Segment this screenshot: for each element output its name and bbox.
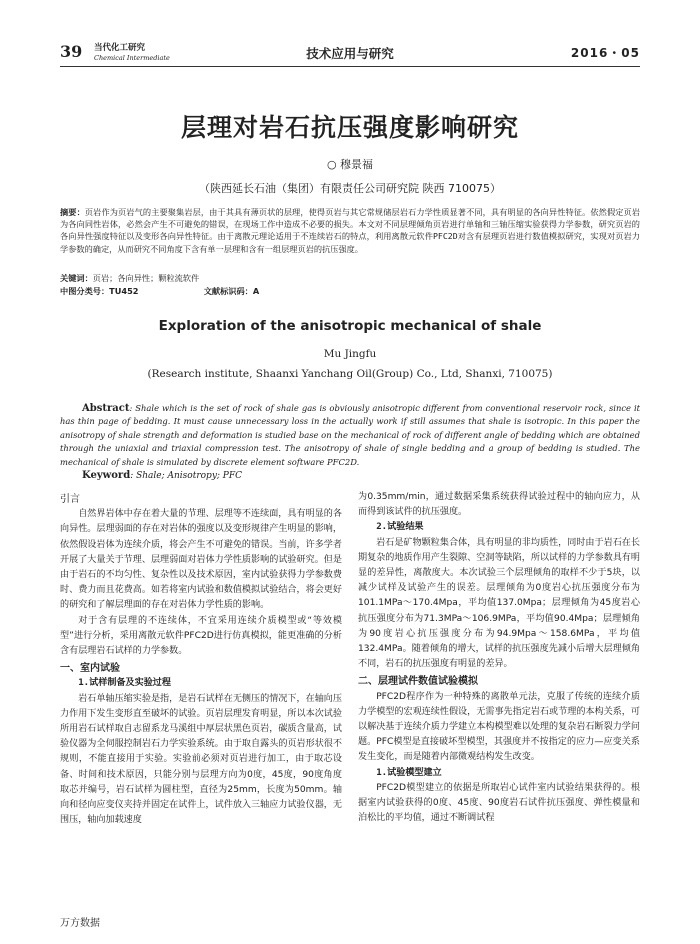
subsection-3-heading: 1.试验模型建立 — [376, 767, 442, 778]
keywords-cn — [60, 273, 640, 284]
author-en: Mu Jingfu — [323, 348, 377, 360]
keywords-en-text: : Shale; Anisotropy; PFC — [130, 471, 242, 481]
intro-heading: 引言 — [60, 494, 80, 505]
subsection-3-paragraph: PFC2D模型建立的依据是所取岩心试件室内试验结果获得的。根据室内试验获得的0度、45度、90度岩石试件抗压强度、弹性模量和泊松比的平均值，通过不断调试程 — [358, 782, 640, 824]
clc-value: TU452 — [109, 286, 139, 296]
footer-watermark: 万方数据 — [60, 918, 100, 929]
affiliation-en: (Research institute, Shaanxi Yanchang Oil(Group) Co., Ltd, Shanxi, 710075) — [147, 368, 553, 380]
abstract-en-label: Abstract — [82, 403, 130, 414]
keywords-en — [82, 470, 242, 481]
section-1-heading: 一、室内试验 — [60, 663, 120, 675]
keywords-cn-text: 页岩；各向异性；颗粒流软件 — [92, 273, 200, 283]
abstract-en — [60, 402, 640, 469]
continued-paragraph: 为0.35mm/min，通过数据采集系统获得试验过程中的轴向应力，从而得到该试件的抗压强度。 — [358, 492, 640, 518]
section-title: 技术应用与研究 — [306, 46, 394, 61]
subsection-1-paragraph: 岩石单轴压缩实验是指，是岩石试样在无侧压的情况下，在轴向压力作用下发生变形直至破坏的试验。页岩层理发育明显，所以本次试验所用岩石试样取自志留系龙马溪组中厚层状黑色页岩，碳质含量高，试验仪器为全伺服控制岩石力学实验系统。由于取自露头的页岩形状很不规则，不能直接用于实验。实验前必须对页岩进行加工，由于取芯设备、时间和技术原因，只能分别与层理方向为0度，45度，90度角度取芯并编号，岩石试样为圆柱型，直径为25mm，长度为50mm。轴向和径向应变仪夹持并固定在试件上，试件放入三轴应力试验仪器，无围压，轴向加载速度 — [60, 693, 342, 826]
section-2-paragraph: PFC2D程序作为一种特殊的离散单元法，克服了传统的连续介质力学模型的宏观连续性假设，无需事先指定岩石或节理的本构关系，可以解决基于连续介质力学建立本构模型难以处理的复杂岩石断裂力学问题。PFC模型是直接破坏型模型，其强度并不按指定的应力—应变关系发生变化，而是随着内部微观结构发生改变。 — [358, 691, 640, 763]
abstract-cn-text: 页岩作为页岩气的主要聚集岩层，由于其具有薄页状的层理，使得页岩与其它常规储层岩石力学性质显著不同，具有明显的各向异性特征。依然假定页岩为各向同性岩体，必然会产生不可避免的错误，在现场工作中造成不必要的损失。本文对不同层理倾角页岩进行单轴和三轴压缩实验获得力学参数，研究页岩的各向异性强度特征以及变形各向异性特征。由于离散元理论适用于不连续岩石的特点，利用离散元软件PFC2D对含有层理页岩进行数值模拟研究，实现对页岩力学参数的确定，从而研究不同角度下含有单一层理和含有一组层理页岩的抗压强度。 — [60, 207, 640, 254]
subsection-2-paragraph: 岩石是矿物颗粒集合体，具有明显的非均质性，同时由于岩石在长期复杂的地质作用产生裂隙、空洞等缺陷，所以试样的力学参数具有明显的差异性，离散度大。本次试验三个层理倾角的取样不少于5块，以减少试样及试验产生的误差。层理倾角为0度岩心抗压强度分布为101.1MPa～170.4Mpa，平均值137.0Mpa；层理倾角为45度岩心抗压强度分布为71.3MPa～106.9MPa，平均值90.4Mpa；层理倾角为90度岩心抗压强度分布为94.9Mpa～158.6MPa，平均值132.4MPa。随着倾角的增大，试样的抗压强度先减小后增大层理倾角不同，岩石的抗压强度有明显的差异。 — [358, 537, 640, 670]
intro-paragraph-1: 自然界岩体中存在着大量的节理、层理等不连续面，具有明显的各向异性。层理弱面的存在对岩体的强度以及变形规律产生明显的影响，依然假设岩体为连续介质，将会产生不可避免的错误。当前，许多学者开展了大量关于节理、层理弱面对岩体力学性质影响的试验研究。但是由于岩石的不均匀性、复杂性以及技术原因，室内试验获得力学参数费时、费力而且花费高。如若将室内试验和数值模拟试验结合，将会更好的研究和了解层理面的存在对岩体力学性质的影响。 — [60, 509, 342, 611]
page-header — [60, 40, 640, 67]
doc-code-value: A — [252, 286, 260, 296]
journal-name-cn: 当代化工研究 — [94, 43, 146, 53]
intro-paragraph-2: 对于含有层理的不连续体，不宜采用连续介质模型或“等效模型”进行分析，采用离散元软件PFC2D进行仿真模拟，能更准确的分析含有层理岩石试样的力学参数。 — [60, 615, 342, 657]
body-left-column — [60, 490, 342, 828]
journal-name-en: Chemical Intermediate — [94, 54, 170, 62]
classification — [60, 286, 640, 297]
doc-code-label: 文献标识码： — [203, 286, 253, 296]
page-number: 39 — [60, 42, 83, 61]
issue-number: 2016・05 — [570, 46, 640, 60]
abstract-en-text: : Shale which is the set of rock of shale gas is obviously anisotropic different from conventional reservoir rock, since it has thin page of bedding. It must cause unnecessary loss in the actually work if still assumes that shale is isotropic. In this paper the anisotropy of shale strength and deformation is studied base on the mechanical of rock of different angle of bedding which are obtained through the uniaxial and triaxial compression test. The anisotropy of shale of single bedding and a group of bedding is studied. The mechanical of shale is simulated by discrete element software PFC2D. — [60, 403, 640, 467]
section-2-heading: 二、层理试件数值试验模拟 — [358, 676, 478, 688]
subsection-2-heading: 2.试验结果 — [376, 522, 424, 533]
paper-title: 层理对岩石抗压强度影响研究 — [180, 113, 519, 142]
paper-title-en: Exploration of the anisotropic mechanical of shale — [158, 318, 542, 334]
keywords-cn-label: 关键词： — [60, 273, 93, 283]
affiliation: （陕西延长石油（集团）有限责任公司研究院 陕西 710075） — [199, 182, 501, 195]
clc-label: 中图分类号： — [60, 286, 110, 296]
subsection-1-heading: 1.试样制备及实验过程 — [78, 678, 171, 689]
author: ○ 穆景福 — [326, 158, 374, 171]
body-right-column — [358, 490, 640, 826]
abstract-cn — [60, 206, 640, 255]
keywords-en-label: Keyword — [82, 470, 131, 481]
abstract-cn-label: 摘要： — [60, 207, 85, 217]
